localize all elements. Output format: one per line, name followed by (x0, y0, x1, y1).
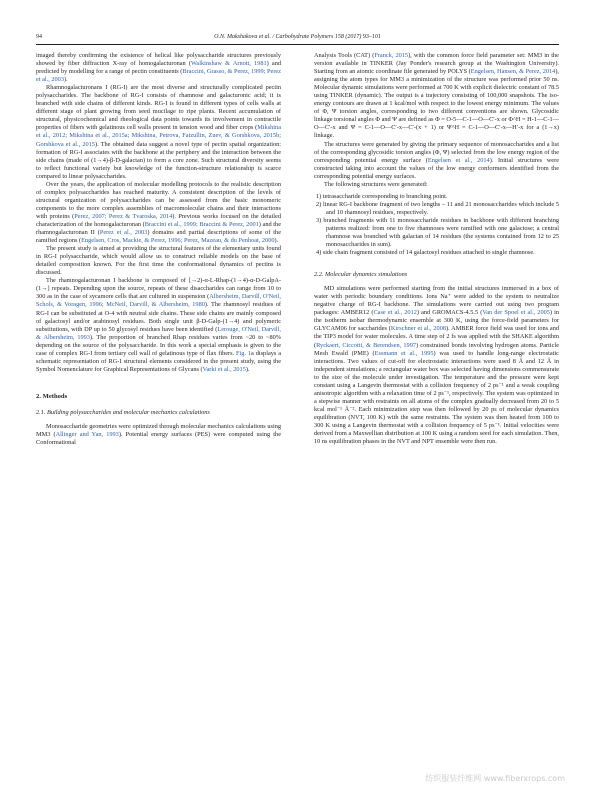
citation-link[interactable]: Walkinshaw & Arnott, 1981 (190, 60, 267, 68)
citation-link[interactable]: Van der Spoel et al., 2005 (482, 309, 550, 317)
citation-link[interactable]: Braccini, Grasso, & Perez, 1999; Perez et al., 2003 (36, 68, 281, 84)
citation-link[interactable]: Case et al., 2012 (373, 309, 417, 317)
citation-link[interactable]: Fig. 1 (236, 349, 252, 357)
paragraph: The following structures were generated: (324, 180, 428, 188)
citation-link[interactable]: Franck, 2015 (374, 52, 409, 59)
paragraph: imaged thereby confirming the existence of helical like polysaccharide structures previously showed by fiber diffraction X-ray of homogalacturonan (Walkinshaw & Arnott, 1981) and predicted by modelling for a range of pectin constituents (Braccini, Grasso, & Perez, 1999; Perez et al., 2003). (36, 52, 281, 84)
citation-link[interactable]: Engelsen et al., 2014 (427, 156, 490, 164)
citation-link[interactable]: Perez et al., 2003 (99, 229, 148, 237)
citation-link[interactable]: Albersheim, Darvill, O'Neil, Schols, & Voragen, 1996; McNeil, Darvill, & Albersheim, 1980 (36, 293, 281, 309)
watermark: 纺织服装纤维网 www.fiberxrops.com (425, 774, 565, 783)
citation-link[interactable]: Ryckaert, Ciccotti, & Berendsen, 1997 (316, 341, 417, 349)
running-header (36, 32, 559, 42)
citation-link[interactable]: Engelsen, Hansen, & Perez, 2014 (470, 68, 556, 76)
citation-link[interactable]: Perez, 2007; Perez & Tvaroska, 2014 (74, 212, 173, 220)
paragraph: MD simulations were performed starting from the initial structures immersed in a box of water with periodic boundary conditions. Ions Na⁺ were added to the system to neutralize negative charge of RG-I backbone. The simulations were carried out using two program packages: AMBER12 (Case et al., 2012) and GROMACS-4.5.5 (Van der Spoel et al., 2005) in the isotherm isobar thermodynamic ensemble at 300 K, using the force-field parameters for GLYCAM06 for saccharides (Kirschner et al., 2008). AMBER force field was used for ions and the TIP3 model for water molecules. A time step of 2 fs was applied with the SHAKE algorithm (Ryckaert, Ciccotti, & Berendsen, 1997) constrained bonds involving hydrogen atoms. Particle Mesh Ewald (PME) (Essmann et al., 1995) was used to handle long-range electrostatic interactions. Two values of cut-off for electrostatic interactions were used 8 Å and 12 Å in independent simulations; a rectangular water box was selected having dimensions commensurate to the size of the molecule under investigation. The temperature and the pressure were kept constant using a Langevin thermostat with a collision frequency of 2 ps⁻¹ and a weak coupling anisotropic algorithm with a relaxation time of 2 ps⁻¹, respectively. The system was optimized in a stepwise manner with restraints on all atoms of the complex gradually decreased from 20 to 5 kcal mol⁻¹ Å⁻². Each minimization step was then followed by 20 ps of molecular dynamics equilibration (NVT, 100 K) with the same restraints. The system was then heated from 100 to 300 K using a Langevin thermostat with a collision frequency of 5 ps⁻¹. Initial velocities were derived from a Maxwellian distribution at 100 K using a random seed for each simulation. Then, 10 ns equilibration phases in the NVT and NPT ensemble were then run. (314, 285, 559, 446)
paragraph: Analysis Tools (CAT) (Franck, 2015), with the common force field parameter set: MM3 in the version available in TINKER (Jay Ponder's research group at the Washington University). Starting from an atomic coordinate file generated by POLYS (Engelsen, Hansen, & Perez, 2014), assigning the atom types for MM3 a minimization of the structure was performed prior 50 ns. Molecular dynamic simulations were performed at 700 K with explicit dielectric constant of 78.5 using TINKER (dynamic). The output is a trajectory consisting of 100,000 snapshots. The iso-energy contours are drawn at 1 kcal/mol with respect to the lowest energy minimum. The values of Φ, Ψ torsion angles, corresponding to two different conventions are shown. Glycosidic linkage torsional angles Φ and Ψ are defined as Φ = O-5—C-1—O—C′-x or Φ^H = H-1—C-1—O—C′-x and Ψ = C-1—O—C′-x—C′-(x + 1) or Ψ^H = C-1—O—C′-x—H′-x for a (1→x) linkage. (314, 52, 559, 140)
citation-link[interactable]: Mikshina et al., 2012; Mikshina et al., 2015a; Mikshina, Petrova, Faizullin, Zuev, & Gorshkova, 2015b; Gorshkova et al., 2015 (36, 124, 281, 148)
list-item: 1) tetrasaccharide corresponding to branching point. (316, 192, 448, 200)
citation-link[interactable]: Braccini et al., 1999; Braccini & Perez, 2001 (144, 220, 259, 228)
paragraph: Over the years, the application of molecular modelling protocols to the realistic description of complex polysaccharides has reached maturity. A consistent description of the levels of structural organization of polysaccharides can be assessed from the basic monomeric components to the more complex assemblies of macromolecular chains and their interactions with proteins (Perez, 2007; Perez & Tvaroska, 2014). Previous works focused on the detailed characterization of the homogalacturonan (Braccini et al., 1999; Braccini & Perez, 2001) and the rhamnogalacturonan II (Perez et al., 2003) domains and partial descriptions of some of the ramified regions (Engelsen, Cros, Mackie, & Perez, 1996; Perez, Mazeau, & du Penhoat, 2000). (36, 180, 281, 245)
section-heading-methods: 2. Methods (36, 392, 68, 400)
list-item: 4) side chain fragment consisted of 14 galactosyl residues attached to single rhamnose. (316, 249, 535, 257)
journal-citation: O.N. Makshakova et al. / Carbohydrate Polymers 158 (2017) 93–101 (214, 34, 381, 40)
citation-link[interactable]: Engelsen, Cros, Mackie, & Perez, 1996; Perez, Mazeau, & du Penhoat, 2000 (81, 237, 275, 245)
left-column (36, 52, 281, 762)
paragraph: Monosaccharide geometries were optimized through molecular mechanics calculations using MM3 (Allinger and Yan, 1993). Potential energy surfaces (PES) were computed using the Conformational (36, 422, 281, 446)
citation-link[interactable]: Lerouge, O'Neil, Darvill, & Albersheim, 1993 (36, 325, 281, 341)
paragraph: The rhamnogalacturonan I backbone is composed of [→2)-α-L-Rhap-(1→4)-α-D-GalpA-(1→] repeats. Depending upon the source, repeats of these disaccharides can range from 10 to 300 as in the case of sycamore cells that are cultured in suspension (Albersheim, Darvill, O'Neil, Schols, & Voragen, 1996; McNeil, Darvill, & Albersheim, 1980). The rhamnosyl residues of RG-I can be substituted at O-4 with neutral side chains. These side chains are mainly composed of galactosyl and/or arabinosyl residues. Both single unit β-D-Galp-(1→4) and polymeric substitutions, with DP up to 50 glycosyl residues have been identified (Lerouge, O'Neil, Darvill, & Albersheim, 1993). The proportion of branched Rhap residues varies from ~20 to ~80% depending on the source of the polysaccharide. In this work a special emphasis is given to the case of complex RG-I from tertiary cell wall of gelatinous type of flax fibers. Fig. 1a displays a schematic representation of RG-I structural elements considered in the present study, using the Symbol Nomenclature for Graphical Representations of Glycans (Varki et al., 2015). (36, 277, 281, 373)
subsection-heading: 2.1. Building polysaccharides and molecular mechanics calculations (36, 408, 210, 416)
citation-link[interactable]: Kirschner et al., 2008 (390, 325, 446, 333)
paragraph: Rhamnogalacturonans I (RG-I) are the most diverse and structurally complicated pectin polysaccharides. The backbone of RG-I consists of rhamnose and galacturonic acid; it is branched with side chains of different kinds. RG-I is found in different types of cells walls at different stage of plant growing from seed mucilage to ripe plants. Recent accumulation of structural, physicochemical and rheological data points towards its involvement in contractile properties of fibers with gelatinous cell walls present in tension wood and fiber crops (Mikshina et al., 2012; Mikshina et al., 2015a; Mikshina, Petrova, Faizullin, Zuev, & Gorshkova, 2015b; Gorshkova et al., 2015). The obtained data suggest a novel type of pectin spatial organization: formation of RG-I associates with the backbone at the periphery and the interaction between the side chains (made of (1→4)-β-D-galactan) to form a core zone. Such structural diversity seems to reflect functional variety but knowledge of the function-structure relationship is scarce compared to linear polysaccharides. (36, 84, 281, 180)
right-column (314, 52, 559, 762)
structure-list (314, 193, 559, 257)
citation-link[interactable]: Essmann et al., 1995 (374, 349, 434, 357)
paragraph: The present study is aimed at providing the structural features of the elementary units found in RG-I polysaccharide, which would allow us to construct reliable models on the base of detailed composition known. For the first time the conformational dynamics of pectins is discussed. (36, 245, 281, 277)
citation-link[interactable]: Varki et al., 2015 (202, 365, 246, 373)
subsection-heading: 2.2. Molecular dynamics simulations (314, 271, 408, 279)
list-item: 3) branched fragments with 11 monosaccharide residues in backbone with different branching patterns realized: from one to five rhamnoses were ramified with one galactose; a central rhamnose was branched with galactan of 14 residues (the systems contained from 12 to 25 monosaccharides in sum). (316, 216, 559, 249)
citation-link[interactable]: Allinger and Yan, 1993 (55, 430, 119, 438)
page-number: 94 (36, 34, 42, 40)
paragraph: The structures were generated by giving the primary sequence of monosaccharides and a list of the corresponding glycosidic torsion angles (Φ, Ψ) selected from the low energy region of the corresponding potential energy surface (Engelsen et al., 2014). Initial structures were constructed taking into account the values of the low energy conformers identified from the corresponding potential energy surfaces. (314, 140, 559, 180)
list-item: 2) linear RG-I backbone fragment of two lengths – 11 and 21 monosaccharides which include 5 and 10 rhamnosyl residues, respectively. (316, 200, 559, 216)
header-rule (36, 44, 559, 45)
